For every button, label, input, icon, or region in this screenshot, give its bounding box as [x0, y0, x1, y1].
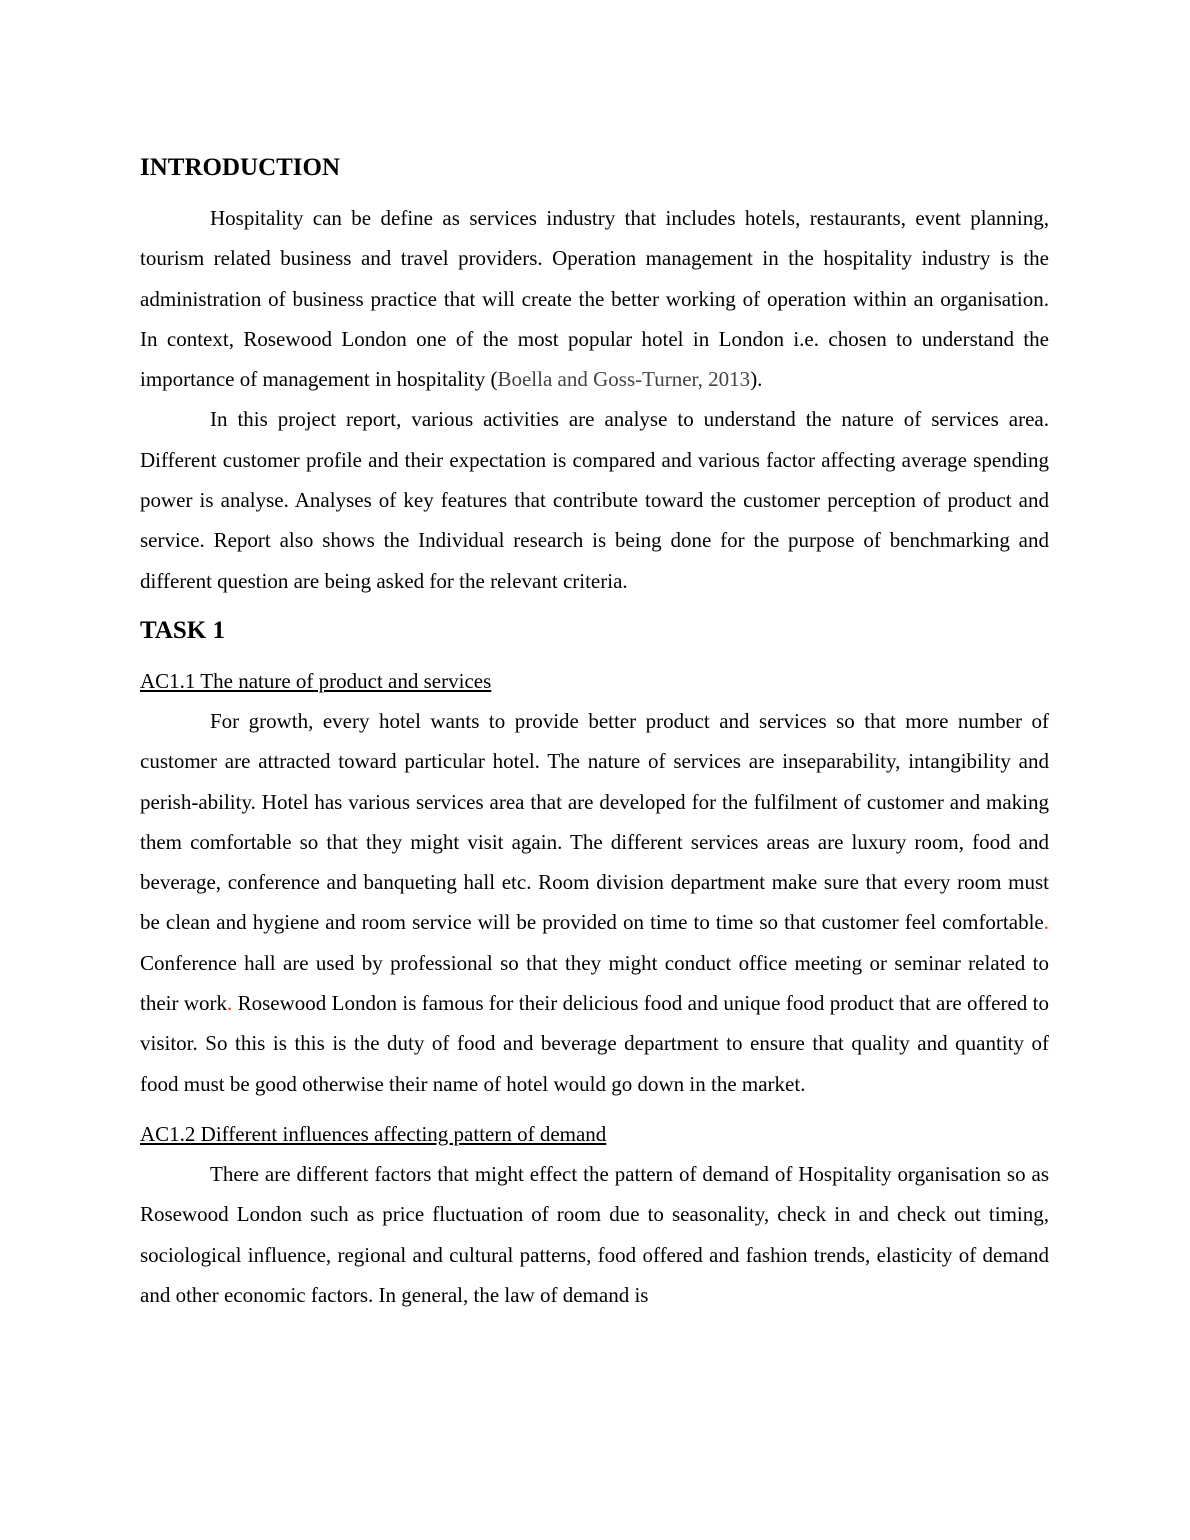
introduction-paragraph-2: In this project report, various activities are analyse to understand the nature of services area. Different customer profile and their expectation is compared and various factor affecting average spending power is analyse. Analyses of key features that contribute toward the customer perception of product and service. Report also shows the Individual research is being done for the purpose of benchmarking and different question are being asked for the relevant criteria.: [140, 407, 1049, 593]
introduction-paragraph-1-text: Hospitality can be define as services industry that includes hotels, restaurants, event planning, tourism related business and travel providers. Operation management in the hospitality industry is the administration of business practice that will create the better working of operation within an organisation. In context, Rosewood London one of the most popular hotel in London i.e. chosen to understand the importance of management in hospitality (: [140, 206, 1049, 392]
introduction-paragraph-1: [140, 198, 1049, 399]
ac11-heading: AC1.1 The nature of product and services: [140, 668, 492, 693]
ac11-red-dot-2: .: [227, 991, 233, 1016]
introduction-paragraph-1-end: ).: [750, 367, 763, 392]
citation-boella: Boella and Goss-Turner, 2013: [497, 367, 751, 392]
ac12-paragraph: There are different factors that might effect the pattern of demand of Hospitality organisation so as Rosewood London such as price fluctuation of room due to seasonality, check in and check out timing, sociological influence, regional and cultural patterns, food offered and fashion trends, elasticity of demand and other economic factors. In general, the law of demand is: [140, 1161, 1049, 1307]
ac12-heading: AC1.2 Different influences affecting pattern of demand: [140, 1121, 607, 1146]
ac11-text-part-3: Rosewood London is famous for their delicious food and unique food product that are offered to visitor. So this is this is the duty of food and beverage department to ensure that quality and quantity of food must be good otherwise their name of hotel would go down in the market.: [140, 991, 1049, 1096]
introduction-heading: INTRODUCTION: [140, 154, 341, 181]
ac11-text-part-2: Conference hall are used by professional so that they might conduct office meeting or seminar related to their work: [140, 950, 1049, 1016]
task-1-heading: TASK 1: [140, 616, 225, 644]
ac11-red-dot-1: .: [1043, 910, 1049, 935]
document-page: [140, 148, 1049, 1315]
ac11-paragraph: [140, 701, 1049, 1104]
ac11-text-part-1: For growth, every hotel wants to provide better product and services so that more number of customer are attracted toward particular hotel. The nature of services are inseparability, intangibility and perish-ability. Hotel has various services area that are developed for the fulfilment of customer and making them comfortable so that they might visit again. The different services areas are luxury room, food and beverage, conference and banqueting hall etc. Room division department make sure that every room must be clean and hygiene and room service will be provided on time to time so that customer feel comfortable: [140, 708, 1049, 935]
